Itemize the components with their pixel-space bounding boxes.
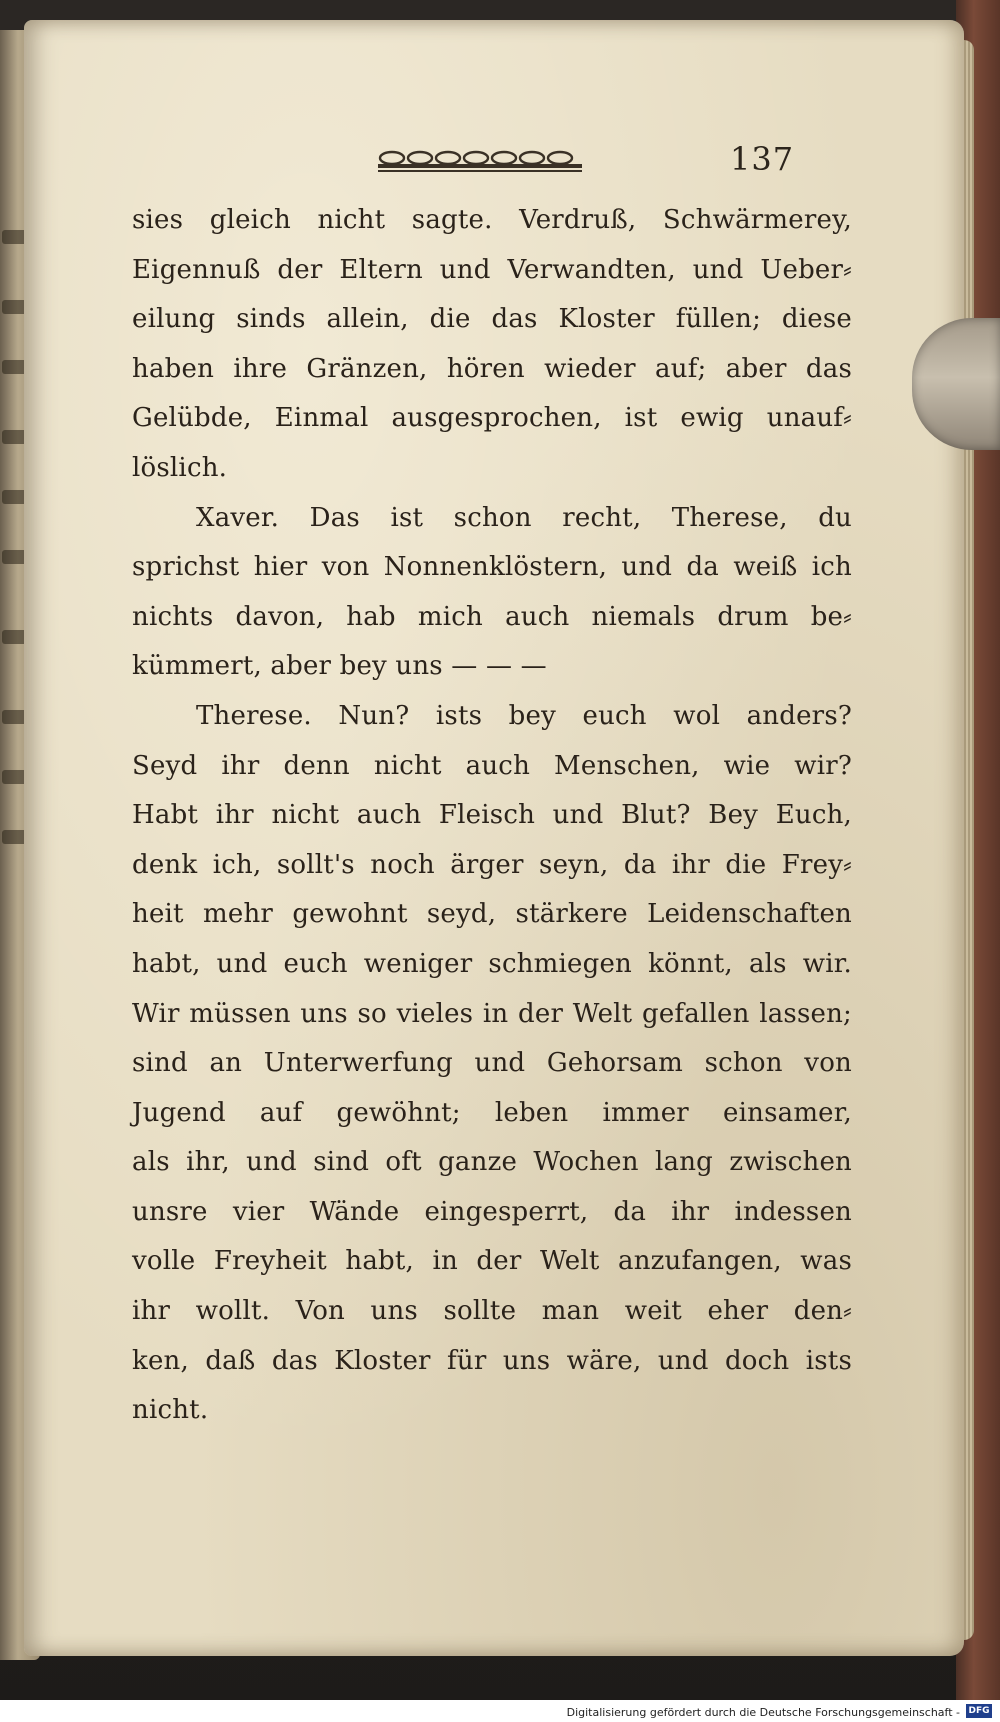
- text-line: eilung sinds allein, die das Kloster füllen; diese: [132, 304, 852, 335]
- text-line: Wir müssen uns so vieles in der Welt gefallen lassen;: [132, 998, 852, 1029]
- text-line: als ihr, und sind oft ganze Wochen lang zwischen: [132, 1147, 852, 1178]
- footer-bar: [0, 1700, 1000, 1722]
- page-number: 137: [730, 140, 795, 178]
- text-line: haben ihre Gränzen, hören wieder auf; aber das: [132, 353, 852, 384]
- text-line: habt, und euch weniger schmiegen könnt, als wir.: [132, 948, 852, 979]
- book-page: [24, 20, 964, 1656]
- text-line: ken, daß das Kloster für uns wäre, und doch ists: [132, 1345, 852, 1376]
- text-line: Jugend auf gewöhnt; leben immer einsamer,: [132, 1097, 852, 1128]
- text-line: ihr wollt. Von uns sollte man weit eher den⸗: [132, 1296, 852, 1327]
- text-line: volle Freyheit habt, in der Welt anzufangen, was: [132, 1246, 852, 1277]
- text-line: Seyd ihr denn nicht auch Menschen, wie wir?: [132, 750, 852, 781]
- text-line: Habt ihr nicht auch Fleisch und Blut? Bey Euch,: [132, 800, 852, 831]
- header-ornament: [376, 148, 584, 176]
- text-line: sies gleich nicht sagte. Verdruß, Schwärmerey,: [132, 205, 852, 235]
- text-line: sprichst hier von Nonnenklöstern, und da weiß ich: [132, 552, 852, 583]
- text-line: löslich.: [132, 452, 228, 483]
- dfg-logo: DFG: [966, 1704, 992, 1718]
- text-line: heit mehr gewohnt seyd, stärkere Leidenschaften: [132, 899, 852, 930]
- text-line: kümmert, aber bey uns — — —: [132, 651, 547, 682]
- text-line: unsre vier Wände eingesperrt, da ihr indessen: [132, 1196, 852, 1227]
- body-text: [132, 196, 852, 1436]
- text-line: denk ich, sollt's noch ärger seyn, da ihr die Frey⸗: [132, 849, 852, 880]
- text-line: nichts davon, hab mich auch niemals drum be⸗: [132, 601, 852, 632]
- text-line: Eigennuß der Eltern und Verwandten, und Ueber⸗: [132, 254, 852, 285]
- funding-credit: Digitalisierung gefördert durch die Deutsche Forschungsgemeinschaft -: [566, 1706, 960, 1719]
- speaker-line: Xaver. Das ist schon recht, Therese, du: [196, 502, 852, 533]
- speaker-line: Therese. Nun? ists bey euch wol anders?: [196, 700, 852, 731]
- text-line: sind an Unterwerfung und Gehorsam schon von: [132, 1048, 852, 1079]
- text-line: nicht.: [132, 1395, 209, 1426]
- text-line: Gelübde, Einmal ausgesprochen, ist ewig unauf⸗: [132, 403, 852, 434]
